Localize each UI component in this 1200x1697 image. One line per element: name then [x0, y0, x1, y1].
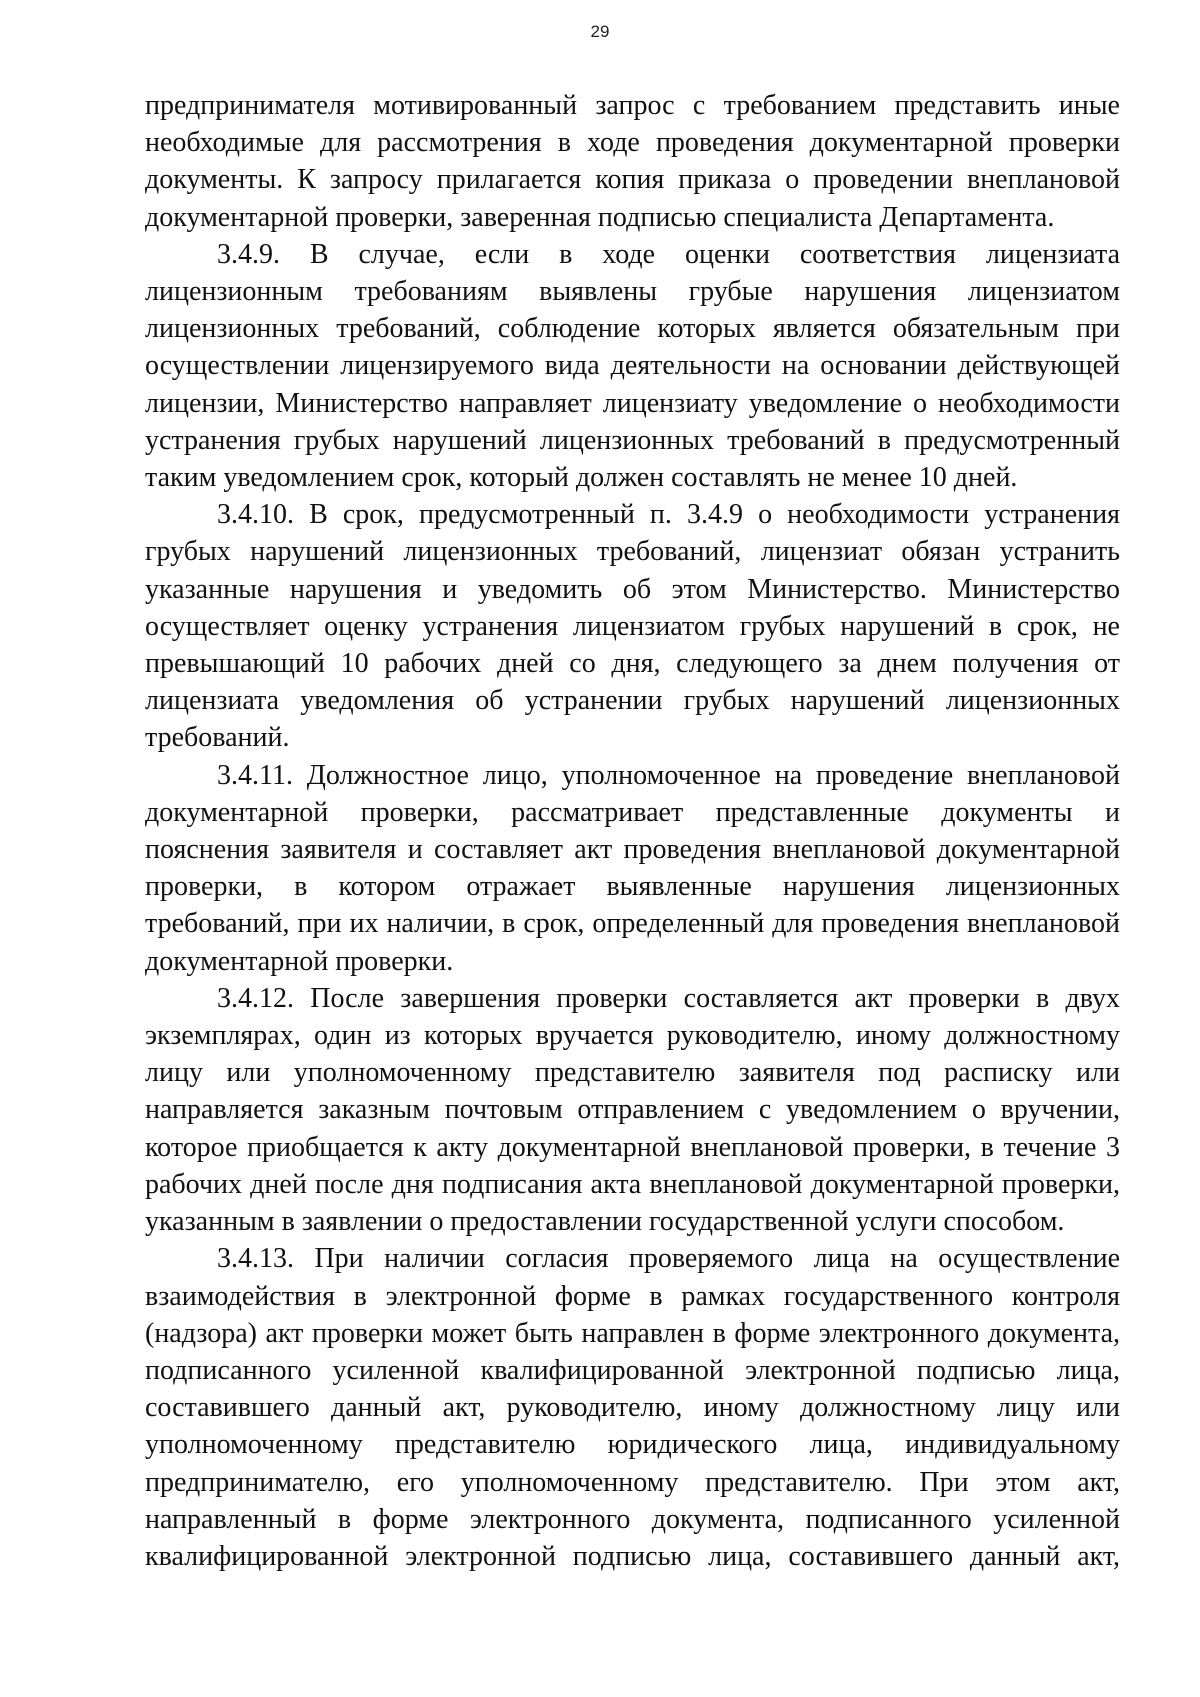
paragraph-3-4-10: 3.4.10. В срок, предусмотренный п. 3.4.9 о необходимости устранения грубых нарушений лицензионных требований, лицензиат обязан устранить указанные нарушения и уведомить об этом Министерство. Министерство осуществляет оценку устранения лицензиатом грубых нарушений в срок, не превышающий 10 рабочих дней со дня, следующего за днем получения от лицензиата уведомления об устранении грубых нарушений лицензионных требований.: [145, 499, 1120, 754]
paragraph-3-4-11: 3.4.11. Должностное лицо, уполномоченное на проведение внеплановой документарной проверки, рассматривает представленные документы и пояснения заявителя и составляет акт проведения внеплановой документарной проверки, в котором отражает выявленные нарушения лицензионных требований, при их наличии, в срок, определенный для проведения внеплановой документарной проверки.: [145, 759, 1120, 977]
document-body: [145, 87, 1120, 1575]
paragraph-3-4-12: 3.4.12. После завершения проверки составляется акт проверки в двух экземплярах, один из которых вручается руководителю, иному должностному лицу или уполномоченному представителю заявителя под расписку или направляется заказным почтовым отправлением с уведомлением о вручении, которое приобщается к акту документарной внеплановой проверки, в течение 3 рабочих дней после дня подписания акта внеплановой документарной проверки, указанным в заявлении о предоставлении государственной услуги способом.: [145, 982, 1120, 1238]
paragraph-continuation: предпринимателя мотивированный запрос с требованием представить иные необходимые для рассмотрения в ходе проведения документарной проверки документы. К запросу прилагается копия приказа о проведении внеплановой документарной проверки, заверенная подписью специалиста Департамента.: [145, 90, 1120, 233]
paragraph-3-4-13: 3.4.13. При наличии согласия проверяемого лица на осуществление взаимодействия в электронной форме в рамках государственного контроля (надзора) акт проверки может быть направлен в форме электронного документа, подписанного усиленной квалифицированной электронной подписью лица, составившего данный акт, руководителю, иному должностному лицу или уполномоченному представителю юридического лица, индивидуальному предпринимателю, его уполномоченному представителю. При этом акт, направленный в форме электронного документа, подписанного усиленной квалифицированной электронной подписью лица, составившего данный акт,: [145, 1243, 1120, 1572]
paragraph-3-4-9: 3.4.9. В случае, если в ходе оценки соответствия лицензиата лицензионным требованиям выявлены грубые нарушения лицензиатом лицензионных требований, соблюдение которых является обязательным при осуществлении лицензируемого вида деятельности на основании действующей лицензии, Министерство направляет лицензиату уведомление о необходимости устранения грубых нарушений лицензионных требований в предусмотренный таким уведомлением срок, который должен составлять не менее 10 дней.: [145, 238, 1120, 494]
page-number: 29: [590, 22, 610, 41]
